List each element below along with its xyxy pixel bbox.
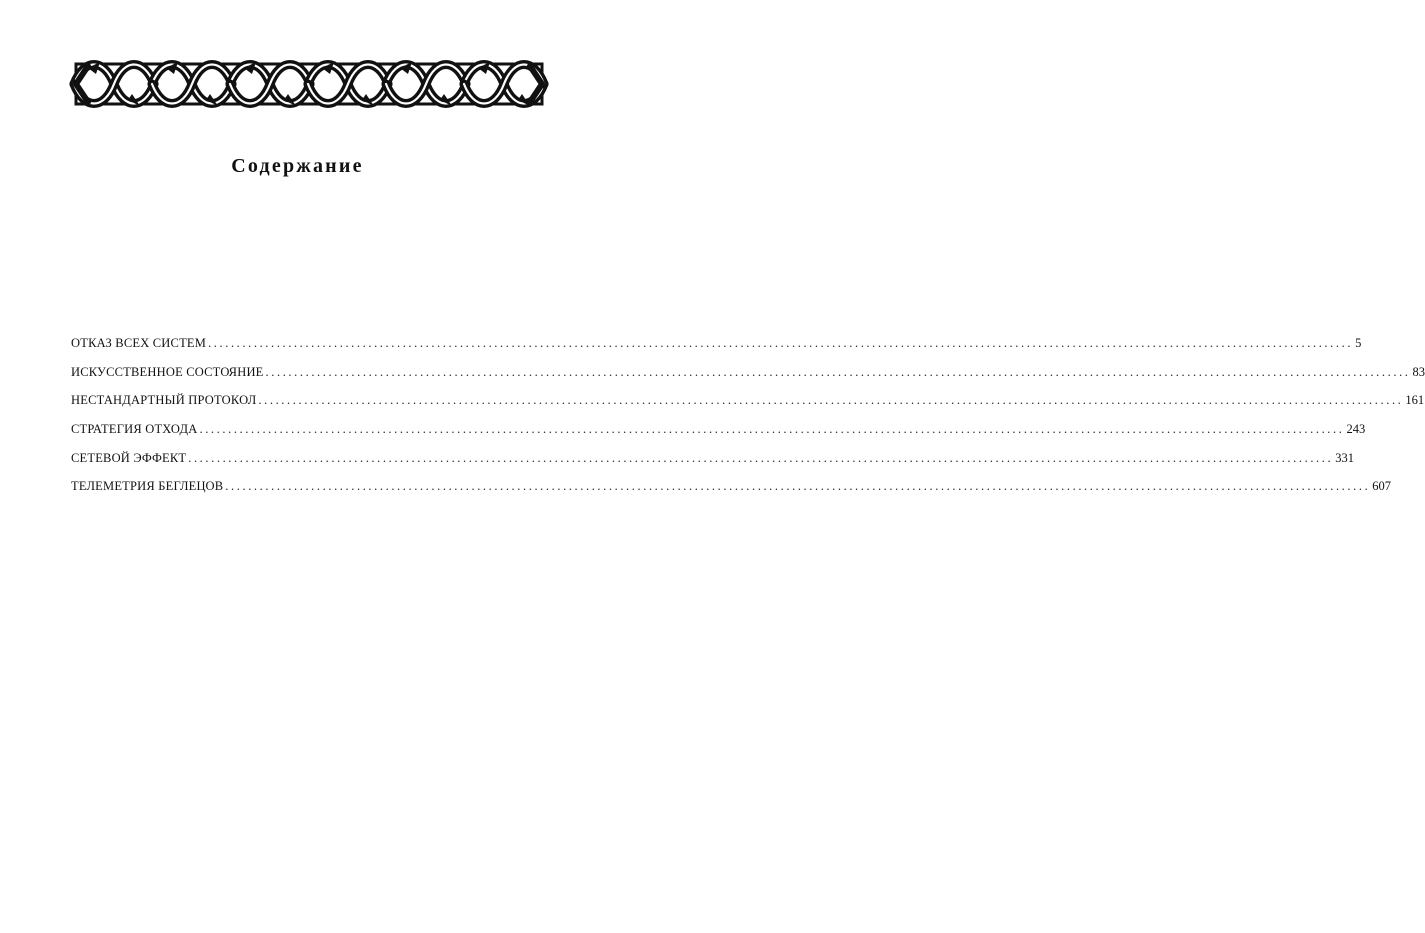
celtic-knot-border-icon xyxy=(74,56,544,112)
toc-entry-title: ОТКАЗ ВСЕХ СИСТЕМ xyxy=(71,336,207,350)
toc-entry-page-number: 161 xyxy=(1405,393,1425,408)
toc-entry[interactable] xyxy=(71,422,1366,451)
toc-entry-title: СЕТЕВОЙ ЭФФЕКТ xyxy=(71,450,187,465)
toc-entry-title: НЕСТАНДАРТНЫЙ ПРОТОКОЛ xyxy=(71,393,257,408)
page-title: Содержание xyxy=(231,155,364,177)
toc-dot-leader: ........................................................................................................................................................................................................ xyxy=(258,393,1404,408)
toc-entry[interactable] xyxy=(71,336,1362,365)
toc-dot-leader: ........................................................................................................................................................................................................ xyxy=(199,422,1345,437)
toc-entry-page-number: 331 xyxy=(1335,450,1354,465)
toc-entry[interactable] xyxy=(71,364,1425,394)
toc-dot-leader: ........................................................................................................................................................................................................ xyxy=(188,450,1334,465)
toc-entry-page-number: 243 xyxy=(1346,422,1366,437)
toc-entry-title: ИСКУССТВЕННОЕ СОСТОЯНИЕ xyxy=(71,364,264,379)
toc-entry-title: ТЕЛЕМЕТРИЯ БЕГЛЕЦОВ xyxy=(71,479,224,494)
toc-entry[interactable] xyxy=(71,450,1354,480)
toc-entry[interactable] xyxy=(71,393,1425,422)
toc-dot-leader: ........................................................................................................................................................................................................ xyxy=(225,479,1371,494)
toc-dot-leader: ........................................................................................................................................................................................................ xyxy=(265,364,1411,379)
toc-entry-page-number: 607 xyxy=(1372,479,1392,494)
toc-entry[interactable] xyxy=(71,479,1392,508)
toc-entry-page-number: 83 xyxy=(1412,364,1425,379)
table-of-contents xyxy=(71,336,1425,508)
toc-entry-title: СТРАТЕГИЯ ОТХОДА xyxy=(71,422,198,437)
toc-dot-leader: ........................................................................................................................................................................................................ xyxy=(208,336,1354,350)
toc-entry-page-number: 5 xyxy=(1355,336,1362,350)
